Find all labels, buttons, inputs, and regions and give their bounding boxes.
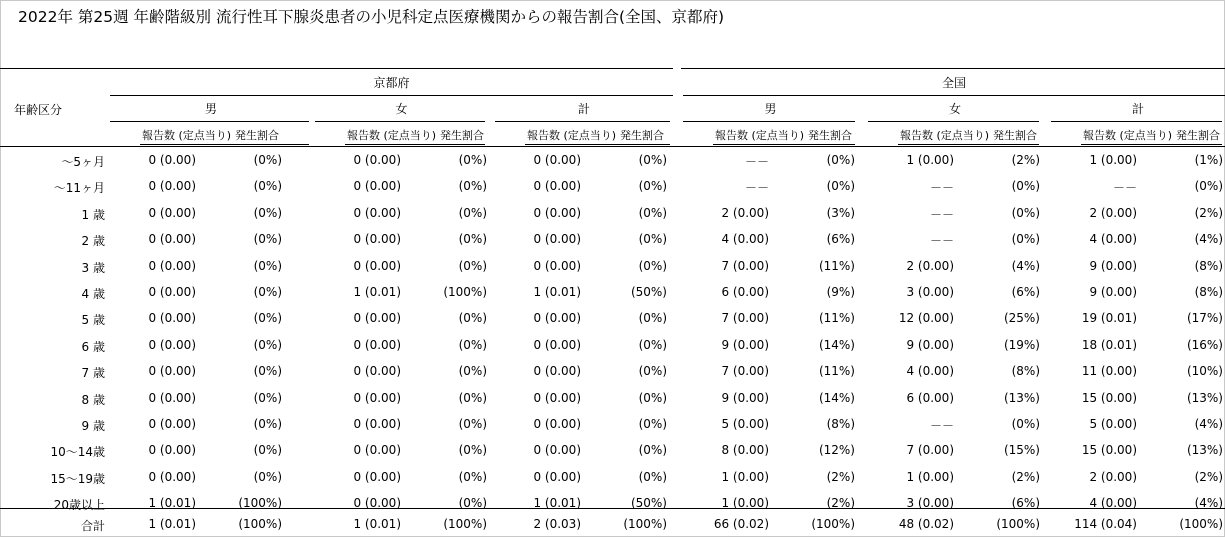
- subheader-count: 報告数 (定点当り): [142, 129, 232, 142]
- ratio-cell: (0%): [458, 232, 487, 246]
- count-cell: 1 (0.00): [906, 470, 954, 484]
- ratio-cell: (14%): [818, 338, 855, 352]
- count-cell: 0 (0.00): [148, 259, 196, 273]
- ratio-cell: (0%): [253, 285, 282, 299]
- count-cell: 2 (0.00): [906, 259, 954, 273]
- ratio-cell: (100%): [811, 517, 855, 531]
- ratio-cell: (0%): [638, 311, 667, 325]
- ratio-cell: (0%): [638, 417, 667, 431]
- count-cell: 0 (0.00): [533, 206, 581, 220]
- count-cell: 1 (0.01): [353, 517, 401, 531]
- sex-header: 計: [1131, 102, 1144, 116]
- ratio-cell: (12%): [818, 443, 855, 457]
- age-label: 4 歳: [81, 287, 105, 301]
- ratio-cell: (13%): [1186, 391, 1223, 405]
- count-cell: 4 (0.00): [1089, 232, 1137, 246]
- region-header: 全国: [941, 76, 966, 90]
- count-cell: 15 (0.00): [1081, 391, 1137, 405]
- count-cell: 1 (0.01): [533, 285, 581, 299]
- ratio-cell: (0%): [458, 496, 487, 510]
- count-cell: 0 (0.00): [353, 417, 401, 431]
- ratio-cell: (8%): [1011, 364, 1040, 378]
- count-cell: 9 (0.00): [906, 338, 954, 352]
- count-cell: －－: [929, 181, 954, 195]
- ratio-cell: (0%): [253, 206, 282, 220]
- count-cell: 0 (0.00): [148, 206, 196, 220]
- subheader-rule: [140, 144, 309, 145]
- region-rule: [110, 95, 673, 96]
- count-cell: 0 (0.00): [533, 179, 581, 193]
- ratio-cell: (100%): [996, 517, 1040, 531]
- ratio-cell: (11%): [818, 311, 855, 325]
- ratio-cell: (4%): [1194, 496, 1223, 510]
- count-cell: 0 (0.00): [148, 179, 196, 193]
- age-label: 15～19歳: [50, 472, 105, 486]
- ratio-cell: (0%): [638, 338, 667, 352]
- subheader-rule: [898, 144, 1039, 145]
- ratio-cell: (0%): [458, 179, 487, 193]
- subheader-ratio: 発生割合: [620, 129, 664, 142]
- count-cell: 0 (0.00): [353, 179, 401, 193]
- sex-rule: [315, 121, 485, 122]
- ratio-cell: (0%): [638, 364, 667, 378]
- ratio-cell: (4%): [1194, 417, 1223, 431]
- count-cell: 1 (0.01): [148, 517, 196, 531]
- ratio-cell: (4%): [1194, 232, 1223, 246]
- ratio-cell: (11%): [818, 259, 855, 273]
- ratio-cell: (0%): [458, 153, 487, 167]
- count-cell: 0 (0.00): [533, 153, 581, 167]
- ratio-cell: (15%): [1003, 443, 1040, 457]
- subheader-rule: [525, 144, 670, 145]
- top-rule: [0, 68, 673, 69]
- age-label: 5 歳: [81, 313, 105, 327]
- ratio-cell: (14%): [818, 391, 855, 405]
- count-cell: 8 (0.00): [721, 443, 769, 457]
- ratio-cell: (13%): [1186, 443, 1223, 457]
- sex-rule: [868, 121, 1039, 122]
- count-cell: 1 (0.00): [1089, 153, 1137, 167]
- ratio-cell: (0%): [253, 391, 282, 405]
- subheader-ratio: 発生割合: [993, 129, 1037, 142]
- ratio-cell: (0%): [253, 470, 282, 484]
- ratio-cell: (16%): [1186, 338, 1223, 352]
- ratio-cell: (10%): [1186, 364, 1223, 378]
- ratio-cell: (100%): [443, 517, 487, 531]
- age-label: 10～14歳: [50, 445, 105, 459]
- count-cell: 0 (0.00): [148, 391, 196, 405]
- subheader-count: 報告数 (定点当り): [347, 129, 437, 142]
- age-label: 9 歳: [81, 419, 105, 433]
- subheader-rule: [713, 144, 855, 145]
- count-cell: 0 (0.00): [533, 259, 581, 273]
- ratio-cell: (0%): [458, 206, 487, 220]
- ratio-cell: (100%): [623, 517, 667, 531]
- count-cell: 7 (0.00): [721, 311, 769, 325]
- subheader-ratio: 発生割合: [808, 129, 852, 142]
- count-cell: 0 (0.00): [533, 443, 581, 457]
- ratio-cell: (4%): [1011, 259, 1040, 273]
- count-cell: 5 (0.00): [721, 417, 769, 431]
- count-cell: 0 (0.00): [148, 470, 196, 484]
- ratio-cell: (25%): [1003, 311, 1040, 325]
- ratio-cell: (8%): [1194, 285, 1223, 299]
- ratio-cell: (0%): [458, 417, 487, 431]
- ratio-cell: (9%): [826, 285, 855, 299]
- count-cell: 1 (0.00): [721, 470, 769, 484]
- count-cell: 0 (0.00): [353, 232, 401, 246]
- ratio-cell: (0%): [458, 311, 487, 325]
- ratio-cell: (8%): [826, 417, 855, 431]
- count-cell: 11 (0.00): [1081, 364, 1137, 378]
- subheader-rule: [345, 144, 485, 145]
- ratio-cell: (0%): [638, 232, 667, 246]
- ratio-cell: (0%): [458, 364, 487, 378]
- count-cell: 7 (0.00): [721, 364, 769, 378]
- ratio-cell: (0%): [253, 153, 282, 167]
- subheader-count: 報告数 (定点当り): [900, 129, 990, 142]
- count-cell: 7 (0.00): [906, 443, 954, 457]
- count-cell: 18 (0.01): [1081, 338, 1137, 352]
- age-label: 3 歳: [81, 261, 105, 275]
- ratio-cell: (0%): [638, 391, 667, 405]
- count-cell: 1 (0.01): [353, 285, 401, 299]
- age-label: ～5ヶ月: [61, 155, 105, 169]
- ratio-cell: (0%): [458, 391, 487, 405]
- count-cell: 1 (0.01): [148, 496, 196, 510]
- ratio-cell: (0%): [458, 443, 487, 457]
- count-cell: 6 (0.00): [906, 391, 954, 405]
- count-cell: 9 (0.00): [721, 391, 769, 405]
- ratio-cell: (6%): [826, 232, 855, 246]
- count-cell: 1 (0.00): [906, 153, 954, 167]
- ratio-cell: (50%): [630, 285, 667, 299]
- subheader-count: 報告数 (定点当り): [527, 129, 617, 142]
- ratio-cell: (0%): [1194, 179, 1223, 193]
- ratio-cell: (100%): [238, 496, 282, 510]
- count-cell: 0 (0.00): [353, 153, 401, 167]
- count-cell: 0 (0.00): [148, 443, 196, 457]
- ratio-cell: (0%): [638, 206, 667, 220]
- ratio-cell: (100%): [443, 285, 487, 299]
- count-cell: 2 (0.03): [533, 517, 581, 531]
- ratio-cell: (1%): [1194, 153, 1223, 167]
- ratio-cell: (50%): [630, 496, 667, 510]
- ratio-cell: (2%): [1011, 470, 1040, 484]
- ratio-cell: (0%): [458, 259, 487, 273]
- count-cell: 0 (0.00): [533, 470, 581, 484]
- count-cell: 1 (0.01): [533, 496, 581, 510]
- ratio-cell: (0%): [253, 259, 282, 273]
- sex-header: 女: [395, 102, 408, 116]
- count-cell: 0 (0.00): [148, 232, 196, 246]
- count-cell: 0 (0.00): [533, 338, 581, 352]
- count-cell: 0 (0.00): [353, 311, 401, 325]
- ratio-cell: (0%): [458, 338, 487, 352]
- count-cell: 3 (0.00): [906, 285, 954, 299]
- header-bottom-rule: [0, 146, 1225, 147]
- ratio-cell: (6%): [1011, 285, 1040, 299]
- age-column-header: 年齢区分: [14, 103, 63, 117]
- count-cell: 5 (0.00): [1089, 417, 1137, 431]
- count-cell: 0 (0.00): [148, 338, 196, 352]
- count-cell: 2 (0.00): [1089, 206, 1137, 220]
- count-cell: 66 (0.02): [713, 517, 769, 531]
- count-cell: 0 (0.00): [353, 496, 401, 510]
- subheader-rule: [1081, 144, 1222, 145]
- sex-rule: [495, 121, 670, 122]
- ratio-cell: (19%): [1003, 338, 1040, 352]
- count-cell: 6 (0.00): [721, 285, 769, 299]
- sex-header: 女: [948, 102, 961, 116]
- subheader-ratio: 発生割合: [1176, 129, 1220, 142]
- count-cell: 0 (0.00): [533, 232, 581, 246]
- age-label: 6 歳: [81, 340, 105, 354]
- ratio-cell: (0%): [253, 417, 282, 431]
- subheader-ratio: 発生割合: [235, 129, 279, 142]
- region-rule: [683, 95, 1225, 96]
- ratio-cell: (2%): [826, 470, 855, 484]
- ratio-cell: (0%): [253, 338, 282, 352]
- ratio-cell: (0%): [1011, 417, 1040, 431]
- ratio-cell: (8%): [1194, 259, 1223, 273]
- count-cell: 4 (0.00): [1089, 496, 1137, 510]
- sex-header: 計: [577, 102, 590, 116]
- count-cell: 0 (0.00): [148, 364, 196, 378]
- count-cell: －－: [929, 234, 954, 248]
- subheader-ratio: 発生割合: [440, 129, 484, 142]
- count-cell: 0 (0.00): [533, 364, 581, 378]
- count-cell: 0 (0.00): [148, 417, 196, 431]
- count-cell: 0 (0.00): [533, 417, 581, 431]
- ratio-cell: (0%): [1011, 232, 1040, 246]
- count-cell: 2 (0.00): [1089, 470, 1137, 484]
- count-cell: 2 (0.00): [721, 206, 769, 220]
- count-cell: －－: [744, 155, 769, 169]
- count-cell: 7 (0.00): [721, 259, 769, 273]
- top-rule: [681, 68, 1225, 69]
- age-label: 1 歳: [81, 208, 105, 222]
- ratio-cell: (0%): [638, 470, 667, 484]
- count-cell: 9 (0.00): [1089, 285, 1137, 299]
- age-label: 合計: [80, 519, 105, 533]
- count-cell: 0 (0.00): [353, 470, 401, 484]
- ratio-cell: (0%): [253, 311, 282, 325]
- age-label: 2 歳: [81, 234, 105, 248]
- age-label: ～11ヶ月: [53, 181, 105, 195]
- ratio-cell: (0%): [638, 259, 667, 273]
- ratio-cell: (0%): [1011, 179, 1040, 193]
- count-cell: 0 (0.00): [353, 206, 401, 220]
- ratio-cell: (11%): [818, 364, 855, 378]
- count-cell: 0 (0.00): [148, 285, 196, 299]
- page-title: 2022年 第25週 年齢階級別 流行性耳下腺炎患者の小児科定点医療機関からの報告割合(全国、京都府): [18, 8, 725, 26]
- ratio-cell: (13%): [1003, 391, 1040, 405]
- ratio-cell: (17%): [1186, 311, 1223, 325]
- count-cell: 0 (0.00): [148, 153, 196, 167]
- count-cell: －－: [744, 181, 769, 195]
- count-cell: 0 (0.00): [148, 311, 196, 325]
- ratio-cell: (6%): [1011, 496, 1040, 510]
- count-cell: 4 (0.00): [906, 364, 954, 378]
- count-cell: 0 (0.00): [353, 391, 401, 405]
- sex-rule: [683, 121, 855, 122]
- count-cell: 1 (0.00): [721, 496, 769, 510]
- count-cell: 3 (0.00): [906, 496, 954, 510]
- ratio-cell: (0%): [253, 179, 282, 193]
- count-cell: 15 (0.00): [1081, 443, 1137, 457]
- sex-rule: [110, 121, 309, 122]
- count-cell: －－: [929, 419, 954, 433]
- subheader-count: 報告数 (定点当り): [1083, 129, 1173, 142]
- count-cell: 12 (0.00): [898, 311, 954, 325]
- ratio-cell: (0%): [826, 179, 855, 193]
- ratio-cell: (0%): [253, 443, 282, 457]
- ratio-cell: (0%): [458, 470, 487, 484]
- ratio-cell: (0%): [1011, 206, 1040, 220]
- ratio-cell: (0%): [638, 179, 667, 193]
- count-cell: －－: [929, 208, 954, 222]
- age-label: 8 歳: [81, 393, 105, 407]
- count-cell: 0 (0.00): [533, 391, 581, 405]
- ratio-cell: (100%): [238, 517, 282, 531]
- sex-rule: [1051, 121, 1222, 122]
- region-header: 京都府: [373, 76, 410, 90]
- ratio-cell: (2%): [1011, 153, 1040, 167]
- count-cell: 0 (0.00): [353, 259, 401, 273]
- count-cell: 0 (0.00): [353, 443, 401, 457]
- ratio-cell: (3%): [826, 206, 855, 220]
- age-label: 7 歳: [81, 366, 105, 380]
- ratio-cell: (100%): [1179, 517, 1223, 531]
- ratio-cell: (2%): [1194, 206, 1223, 220]
- sex-header: 男: [204, 102, 217, 116]
- sex-header: 男: [764, 102, 777, 116]
- count-cell: 0 (0.00): [353, 364, 401, 378]
- ratio-cell: (2%): [826, 496, 855, 510]
- count-cell: 9 (0.00): [721, 338, 769, 352]
- ratio-cell: (0%): [253, 232, 282, 246]
- count-cell: 48 (0.02): [898, 517, 954, 531]
- count-cell: －－: [1112, 181, 1137, 195]
- count-cell: 0 (0.00): [353, 338, 401, 352]
- count-cell: 0 (0.00): [533, 311, 581, 325]
- count-cell: 9 (0.00): [1089, 259, 1137, 273]
- ratio-cell: (2%): [1194, 470, 1223, 484]
- count-cell: 114 (0.04): [1074, 517, 1137, 531]
- ratio-cell: (0%): [638, 153, 667, 167]
- age-label: 20歳以上: [53, 498, 105, 512]
- count-cell: 4 (0.00): [721, 232, 769, 246]
- count-cell: 19 (0.01): [1081, 311, 1137, 325]
- ratio-cell: (0%): [253, 364, 282, 378]
- ratio-cell: (0%): [638, 443, 667, 457]
- subheader-count: 報告数 (定点当り): [715, 129, 805, 142]
- ratio-cell: (0%): [826, 153, 855, 167]
